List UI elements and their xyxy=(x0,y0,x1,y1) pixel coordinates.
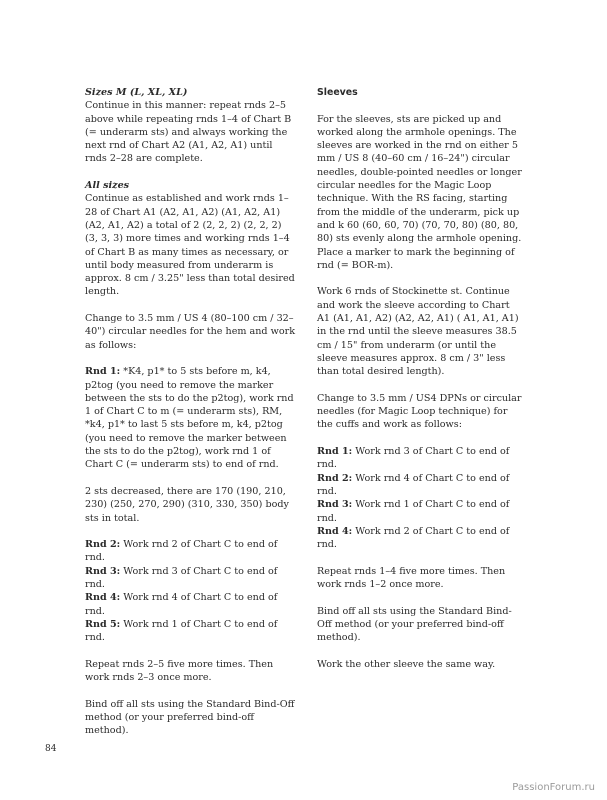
bind-off-paragraph: Bind off all sts using the Standard Bind-Off method (or your preferred bind-off method). xyxy=(85,698,295,737)
repeat-paragraph: Repeat rnds 2–5 five more times. Then work rnds 2–3 once more. xyxy=(85,658,274,684)
rnd-text: Work rnd 2 of Chart C to end of rnd. xyxy=(317,525,510,551)
rnd-label: Rnd 1: xyxy=(317,446,353,458)
sizes-m-paragraph: Continue in this manner: repeat rnds 2–5 above while repeating rnds 1–4 of Chart B (= underarm sts) and always working the next rnd of Chart A2 (A1, A2, A1) until rnds 2–28 are complete. xyxy=(85,100,292,165)
rnd-text: Work rnd 1 of Chart C to end of rnd. xyxy=(317,499,510,524)
change-needles-paragraph: Change to 3.5 mm / US 4 (80–100 cm / 32–40") circular needles for the hem and work as follows: xyxy=(85,313,296,351)
rnd-text: Work rnd 1 of Chart C to end of rnd. xyxy=(85,618,278,644)
rnd-label: Rnd 1: xyxy=(85,366,121,378)
round-line xyxy=(317,498,522,525)
round-line xyxy=(317,525,522,552)
sizes-m-heading: Sizes M (L, XL, XL) xyxy=(85,87,188,98)
rnd1-paragraph xyxy=(85,365,295,471)
rnd-label: Rnd 2: xyxy=(317,472,353,484)
sleeves-intro-paragraph: For the sleeves, sts are picked up and worked along the armhole openings. The sleeves are worked in the rnd on either 5 mm / US 8 (40–60 cm / 16–24") circular needles, double-pointed needles or longer circular needles for the Magic Loop technique. With the RS facing, starting from the middle of the underarm, pick up and k 60 (60, 60, 70) (70, 70, 80) (80, 80, 80) sts evenly along the armhole opening. Place a marker to mark the beginning of rnd (= BOR-m). xyxy=(317,113,522,271)
round-line xyxy=(317,472,522,499)
rnd-label: Rnd 5: xyxy=(85,618,121,630)
rnd-text: *K4, p1* to 5 sts before m, k4, p2tog (you need to remove the marker between the sts to do the p2tog), work rnd 1 of Chart C to m (= underarm sts), RM, *k4, p1* to last 5 sts before m, k4, p2tog (you need to remove the marker between the sts to do the p2tog), work rnd 1 of Chart C (= underarm sts) to end of rnd. xyxy=(85,366,294,471)
right-column xyxy=(317,86,522,684)
rounds-list xyxy=(317,445,522,551)
bind-off-paragraph: Bind off all sts using the Standard Bind-Off method (or your preferred bind-off method). xyxy=(317,605,512,644)
repeat-paragraph: Repeat rnds 1–4 five more times. Then work rnds 1–2 once more. xyxy=(317,565,506,590)
rnd-label: Rnd 3: xyxy=(85,565,121,577)
round-line xyxy=(85,618,295,645)
rnd-label: Rnd 3: xyxy=(317,499,353,511)
all-sizes-paragraph: Continue as established and work rnds 1–28 of Chart A1 (A2, A1, A2) (A1, A2, A1) (A2, A1, A2) a total of 2 (2, 2, 2) (2, 2, 2) (3, 3, 3) more times and working rnds 1–4 of Chart B as many times as necessary, or until body measured from underarm is approx. 8 cm / 3.25" less than total desired length. xyxy=(85,193,295,298)
round-line xyxy=(85,591,295,618)
watermark: PassionForum.ru xyxy=(512,782,595,793)
round-line xyxy=(317,445,522,472)
rnd-text: Work rnd 2 of Chart C to end of rnd. xyxy=(85,539,278,564)
left-column xyxy=(85,86,295,751)
rnd-label: Rnd 2: xyxy=(85,539,121,551)
rnd-text: Work rnd 4 of Chart C to end of rnd. xyxy=(317,472,510,497)
rounds-list xyxy=(85,538,295,644)
sleeves-heading: Sleeves xyxy=(317,87,358,98)
rnd-text: Work rnd 3 of Chart C to end of rnd. xyxy=(317,446,510,471)
stockinette-paragraph: Work 6 rnds of Stockinette st. Continue and work the sleeve according to Chart A1 (A1, A1, A2) (A2, A2, A1) ( A1, A1, A1) in the rnd until the sleeve measures 38.5 cm / 15" from underarm (or until the sleeve measures approx. 8 cm / 3" less than total desired length). xyxy=(317,286,519,378)
decreased-paragraph: 2 sts decreased, there are 170 (190, 210, 230) (250, 270, 290) (310, 330, 350) body sts in total. xyxy=(85,485,289,524)
round-line xyxy=(85,565,295,592)
cuff-needles-paragraph: Change to 3.5 mm / US4 DPNs or circular needles (for Magic Loop technique) for the cuffs and work as follows: xyxy=(317,392,522,431)
page-number: 84 xyxy=(45,744,57,754)
all-sizes-heading: All sizes xyxy=(85,180,130,192)
round-line xyxy=(85,538,295,565)
rnd-text: Work rnd 3 of Chart C to end of rnd. xyxy=(85,565,278,590)
other-sleeve-paragraph: Work the other sleeve the same way. xyxy=(317,658,496,670)
rnd-label: Rnd 4: xyxy=(85,592,121,604)
rnd-label: Rnd 4: xyxy=(317,525,353,537)
rnd-text: Work rnd 4 of Chart C to end of rnd. xyxy=(85,592,278,617)
